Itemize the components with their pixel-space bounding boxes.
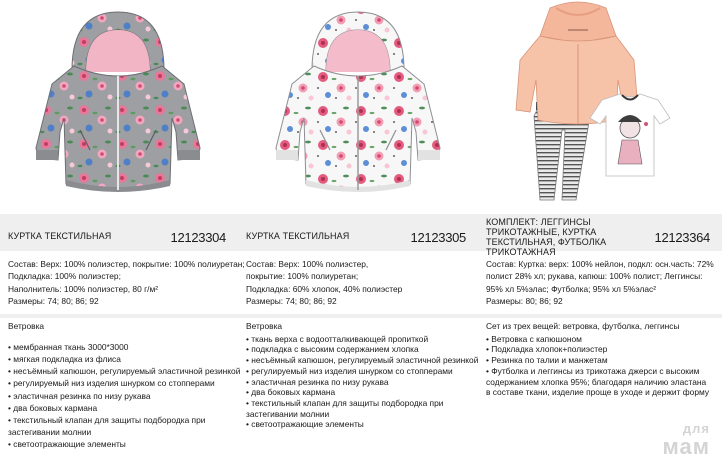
composition-line: 95% хл 5%элас; Футболка; 95% хл 5%элас² xyxy=(486,283,656,294)
product-name-row xyxy=(478,214,722,257)
composition-line: Подкладка: 60% хлопок, 40% полиэстер xyxy=(246,283,403,294)
composition-line: Размеры: 74; 80; 86; 92 xyxy=(8,296,99,307)
features-title: Сет из трех вещей: ветровка, футболка, леггинсы xyxy=(486,321,680,331)
divider xyxy=(0,314,238,318)
feature-item: • Ветровка с капюшоном xyxy=(486,333,582,344)
product-name: КУРТКА ТЕКСТИЛЬНАЯ xyxy=(8,231,112,241)
feature-item: • светоотражающие элементы xyxy=(246,419,364,430)
product-card-1 xyxy=(0,0,245,464)
feature-item: • Подкладка хлопок+полиэстер xyxy=(486,344,608,355)
feature-item: • регулируемый низ изделия шнурком со стопперами xyxy=(8,378,215,389)
feature-item: • ткань верха с водоотталкивающей пропиткой xyxy=(246,333,429,344)
product-name: КОМПЛЕКТ: ЛЕГГИНСЫ ТРИКОТАЖНЫЕ, КУРТКА ТЕКСТИЛЬНАЯ, ФУТБОЛКА ТРИКОТАЖНАЯ xyxy=(486,217,607,257)
product-code: 12123304 xyxy=(170,230,226,245)
features-title: Ветровка xyxy=(8,321,45,331)
feature-item: • эластичная резинка по низу рукава xyxy=(8,390,151,401)
divider xyxy=(478,314,722,318)
feature-item: • несъёмный капюшон, регулируемый эластичной резинкой xyxy=(246,355,479,366)
feature-item: • два боковых кармана xyxy=(8,402,98,413)
feature-item: застегивании молнии xyxy=(8,427,92,438)
feature-item: • регулируемый низ изделия шнурком со стопперами xyxy=(246,365,453,376)
feature-item: • мягкая подкладка из флиса xyxy=(8,353,121,364)
product-name-row xyxy=(238,214,478,251)
feature-item: • Футболка и леггинсы из трикотажа джерси с высоким xyxy=(486,365,700,376)
features-block xyxy=(246,321,479,430)
feature-item: • эластичная резинка по низу рукава xyxy=(246,376,389,387)
composition-line: Подкладка: 100% полиэстер; xyxy=(8,271,121,282)
composition-line: Размеры: 74; 80; 86; 92 xyxy=(246,296,337,307)
feature-item: в составе ткани, изделие проще в уходе и держит форму xyxy=(486,387,710,398)
white-floral-jacket-icon xyxy=(238,0,478,212)
product-code: 12123305 xyxy=(410,230,466,245)
composition-line: Размеры: 80; 86; 92 xyxy=(486,296,563,307)
features-block xyxy=(486,321,720,398)
grey-floral-jacket-icon xyxy=(0,0,238,212)
divider xyxy=(238,314,478,318)
composition-line: Наполнитель: 100% полиэстер, 80 г/м² xyxy=(8,283,158,294)
composition-line: покрытие: 100% полиуретан; xyxy=(246,271,359,282)
feature-item: • текстильный клапан для защиты подбородка при xyxy=(246,397,444,408)
feature-item: • текстильный клапан для защиты подбородка при xyxy=(8,414,206,425)
features-title: Ветровка xyxy=(246,321,283,331)
composition-line: полист 28% хл; рукава, капюш: 100% полист; Леггинсы: xyxy=(486,271,703,282)
feature-item: • Резинка по талии и манжетам xyxy=(486,355,608,366)
peach-set-jacket-tshirt-leggings-icon xyxy=(478,0,722,212)
watermark-line-1: для xyxy=(682,421,710,436)
feature-item: содержанием хлопка 95%; благодаря наличию эластана xyxy=(486,376,707,387)
watermark-line-2: мам xyxy=(662,434,710,459)
composition-line: Состав: Куртка: верх: 100% нейлон, подкл: осн.часть: 72% xyxy=(486,259,714,269)
watermark-logo xyxy=(662,420,711,459)
feature-item: • два боковых кармана xyxy=(246,387,336,398)
feature-item: застегивании молнии xyxy=(246,408,330,419)
product-name-row xyxy=(0,214,238,251)
composition-line: Состав: Верх: 100% полиэстер, покрытие: 100% полиуретан; xyxy=(8,259,245,269)
product-card-2 xyxy=(238,0,478,464)
feature-item: • несъёмный капюшон, регулируемый эластичной резинкой xyxy=(8,366,241,377)
composition-block xyxy=(8,258,245,308)
product-card-3 xyxy=(478,0,722,464)
composition-block xyxy=(486,258,718,308)
composition-block xyxy=(246,258,474,308)
feature-item: • подкладка с высоким содержанием хлопка xyxy=(246,344,419,355)
feature-item: • светоотражающие элементы xyxy=(8,439,126,450)
product-code: 12123364 xyxy=(654,230,710,245)
product-name: КУРТКА ТЕКСТИЛЬНАЯ xyxy=(246,231,350,241)
composition-line: Состав: Верх: 100% полиэстер, xyxy=(246,259,369,269)
features-block xyxy=(8,321,241,451)
feature-item: • мембранная ткань 3000*3000 xyxy=(8,341,129,352)
